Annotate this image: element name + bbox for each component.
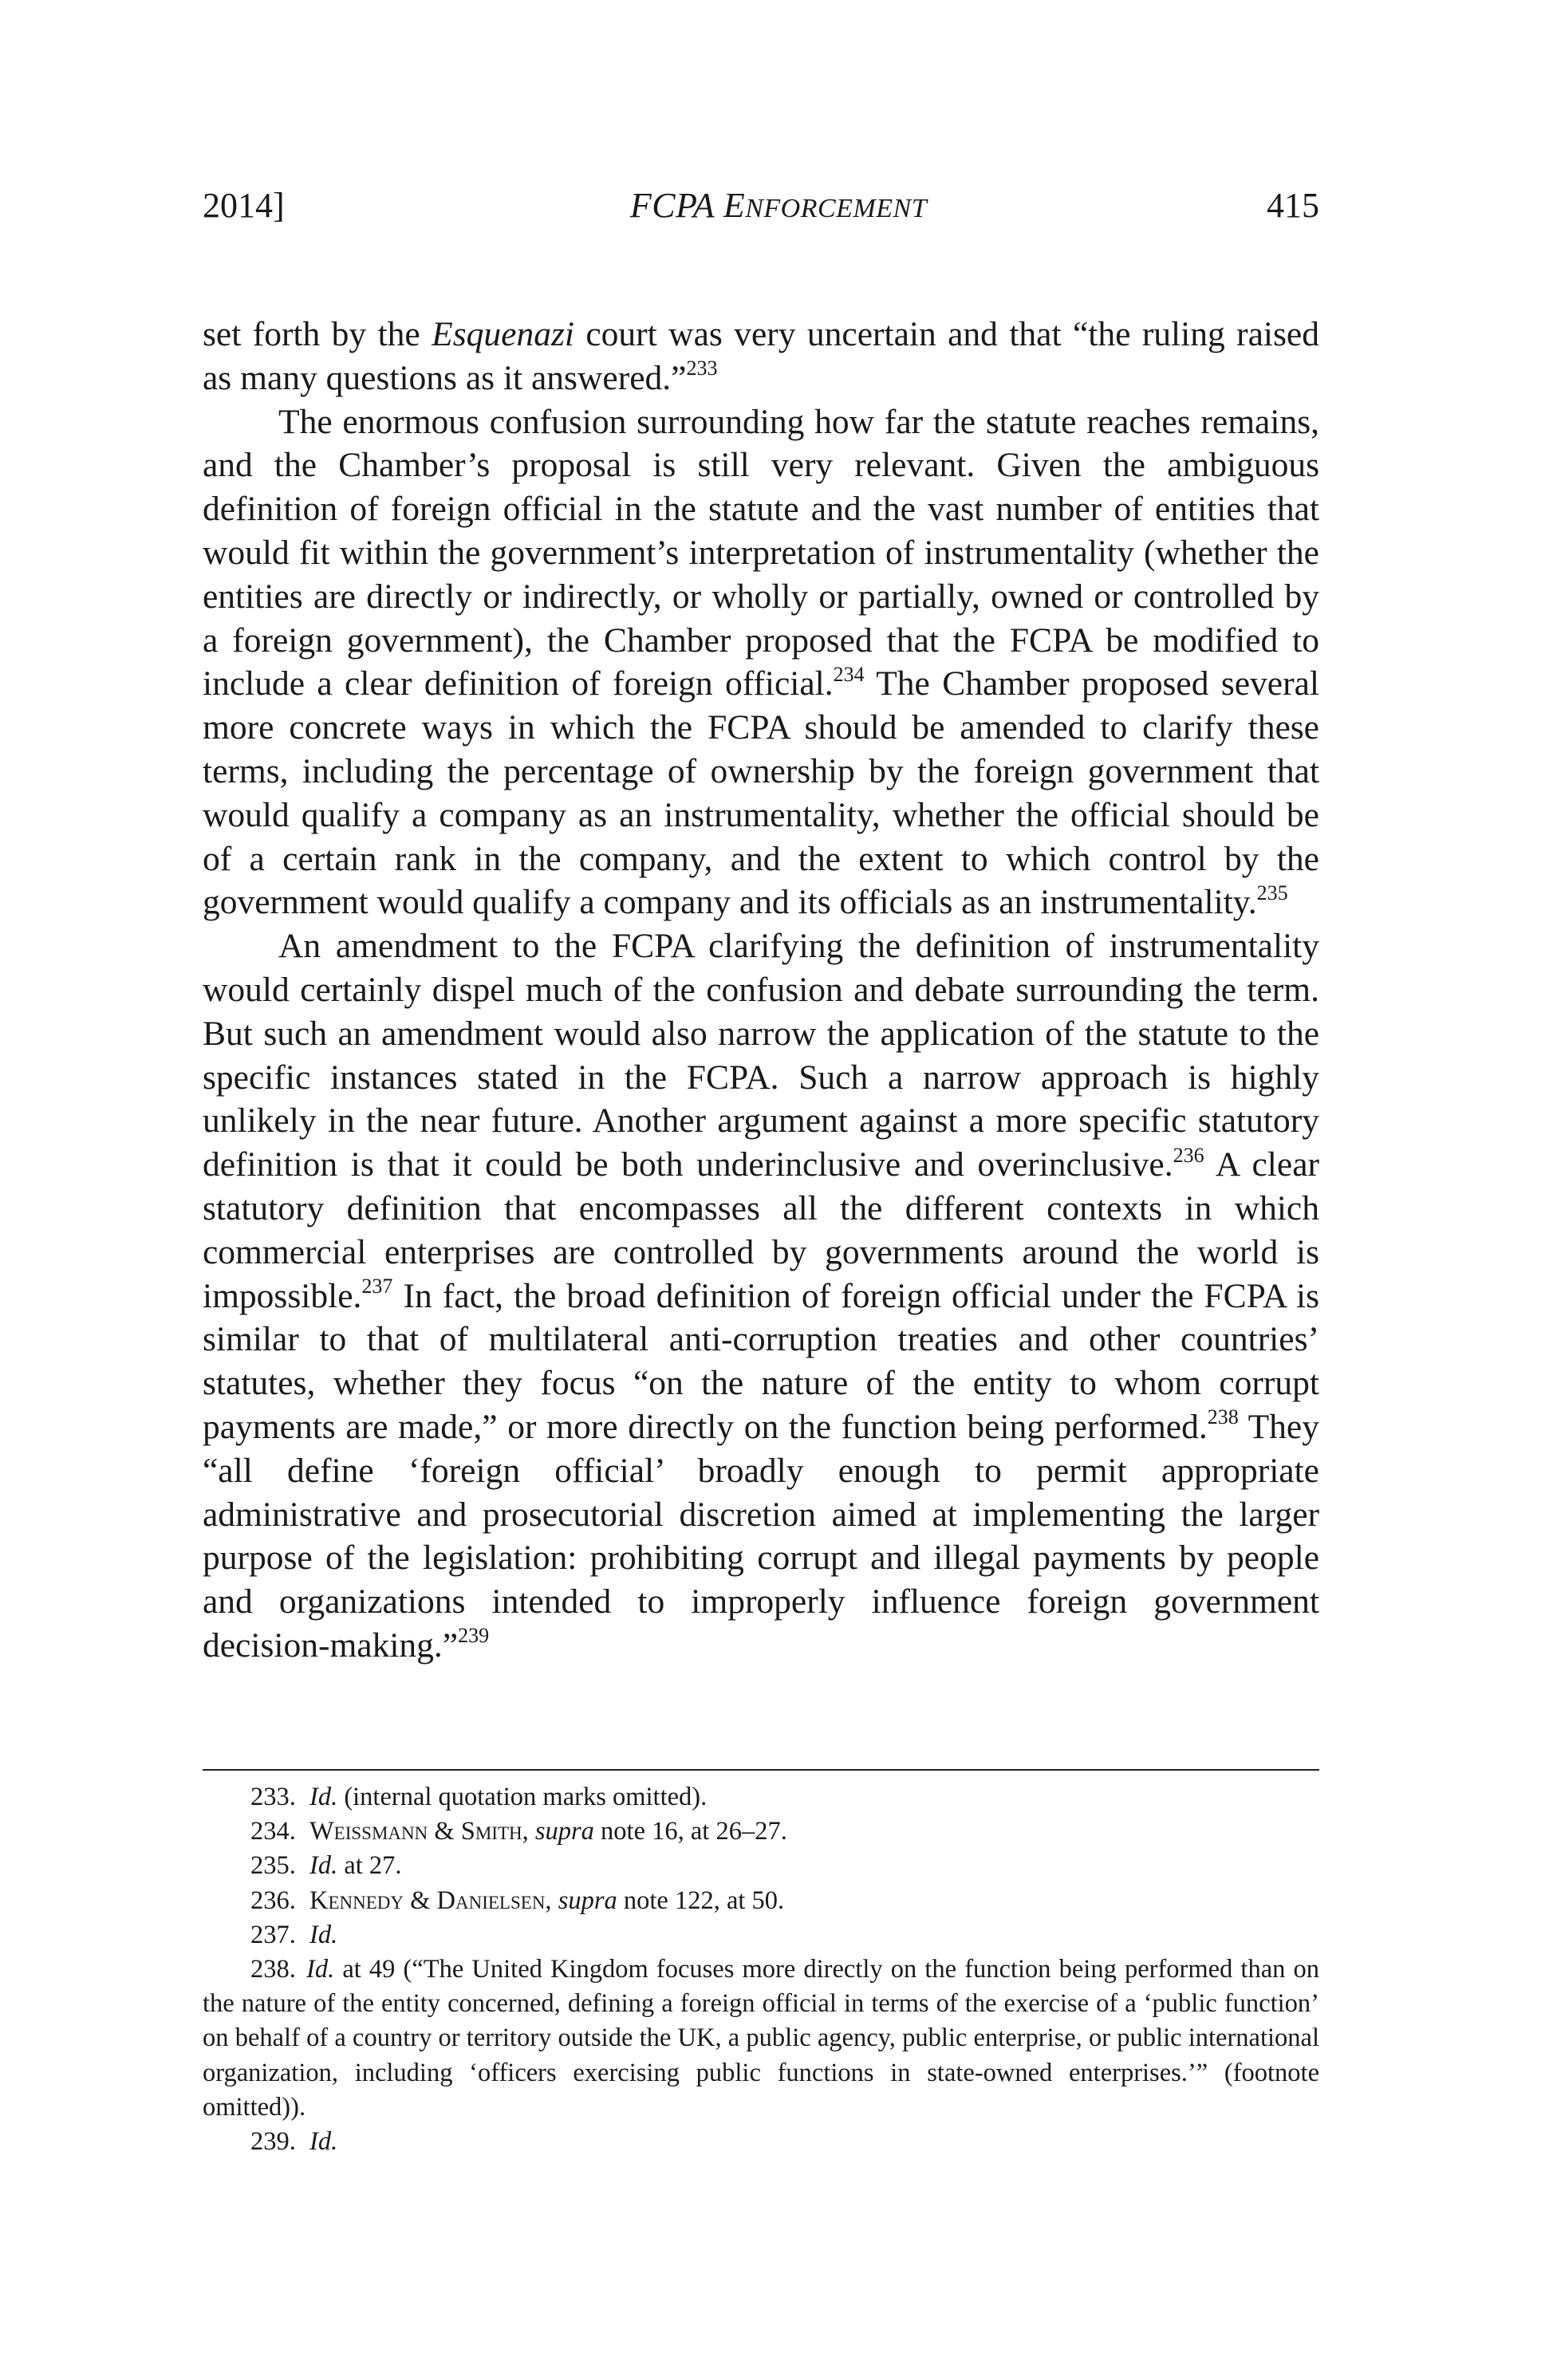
footnote-ref-239: 239 — [458, 1624, 490, 1648]
running-header — [0, 185, 1557, 233]
paragraph-2 — [203, 400, 1319, 925]
footnote-ref-234: 234 — [833, 662, 865, 686]
paragraph-3 — [203, 924, 1319, 1668]
paragraph-1-text-b: court was very uncertain and that “the ruling raised as many questions as it answered.” — [203, 315, 1319, 397]
footnote-number: 237. — [250, 1920, 296, 1949]
paragraph-2-text-a: The enormous confusion surrounding how far the statute reaches remains, and the Chamber’s proposal is still very relevant. Given the ambiguous definition of foreign official in the statute and the vast number of entities that would fit within the government’s interpretation of instrumentality (whether the entities are directly or indirectly, or wholly or partially, owned or controlled by a foreign government), the Chamber proposed that the FCPA be modified to include a clear definition of foreign official. — [203, 402, 1319, 703]
footnote-supra: supra — [534, 1817, 594, 1846]
footnote-ref-233: 233 — [686, 357, 718, 380]
paragraph-1-text-a: set forth by the — [203, 315, 432, 353]
paragraph-3-text-d: They “all define ‘foreign official’ broadly enough to permit appropriate administrative and prosecutorial discretion aimed at implementing the larger purpose of the legislation: prohibiting corrupt and illegal payments by people and organizations intended to improperly influence foreign government decision-making.” — [203, 1407, 1319, 1665]
footnote-234 — [203, 1815, 1319, 1849]
case-name: Esquenazi — [432, 315, 574, 353]
footnote-text: (internal quotation marks omitted). — [337, 1783, 708, 1811]
paragraph-3-text-c: In fact, the broad definition of foreign official under the FCPA is similar to that of multilateral anti-corruption treaties and other countries’ statutes, whether they focus “on the nature of the entity to whom corrupt payments are made,” or more directly on the function being performed. — [203, 1276, 1319, 1446]
footnote-ref-235: 235 — [1256, 881, 1288, 904]
footnote-author: Kennedy & Danielsen, — [309, 1885, 552, 1915]
footnote-id-signal: Id. — [309, 1920, 338, 1949]
footnote-id-signal: Id. — [309, 1851, 338, 1881]
footnote-id-signal: Id. — [309, 2127, 338, 2157]
footnote-number: 233. — [250, 1783, 296, 1811]
footnote-divider — [203, 1769, 1319, 1771]
footnote-ref-237: 237 — [361, 1275, 393, 1298]
header-journal-title — [0, 185, 1557, 226]
paragraph-1 — [203, 313, 1319, 400]
footnote-233 — [203, 1780, 1319, 1815]
header-page-number: 415 — [1267, 186, 1319, 225]
paragraph-2-text-b: The Chamber proposed several more concrete ways in which the FCPA should be amended to clarify these terms, including the percentage of ownership by the foreign government that would qualify a company as an instrumentality, whether the official should be of a certain rank in the company, and the extent to which control by the government would qualify a company and its officials as an instrumentality. — [203, 664, 1319, 922]
footnote-text: at 49 (“The United Kingdom focuses more directly on the function being performed than on the nature of the entity concerned, defining a foreign official in terms of the exercise of a ‘public function’ on behalf of a country or territory outside the UK, a public agency, public enterprise, or public international organization, including ‘officers exercising public functions in state-owned enterprises.’” (footnote omitted)). — [203, 1955, 1319, 2122]
footnote-235 — [203, 1849, 1319, 1883]
footnote-id-signal: Id. — [309, 1783, 338, 1811]
footnote-ref-236: 236 — [1173, 1143, 1204, 1167]
footnote-id-signal: Id. — [306, 1955, 335, 1984]
header-title-part-2: NFORCEMENT — [745, 194, 928, 223]
footnote-number: 238. — [250, 1955, 296, 1984]
footnote-text: note 16, at 26–27. — [593, 1817, 787, 1846]
footnote-239 — [203, 2125, 1319, 2159]
footnote-supra: supra — [558, 1885, 617, 1915]
footnote-number: 235. — [250, 1851, 296, 1881]
footnotes-section — [203, 1780, 1319, 2159]
main-body-text — [203, 313, 1319, 1668]
paragraph-3-text-b: A clear statutory definition that encompasses all the different contexts in which commercial enterprises are controlled by governments around the world is impossible. — [203, 1145, 1319, 1315]
footnote-number: 236. — [250, 1885, 296, 1915]
footnote-text: at 27. — [337, 1851, 402, 1881]
footnote-237 — [203, 1918, 1319, 1952]
paragraph-3-text-a: An amendment to the FCPA clarifying the definition of instrumentality would certainly dispel much of the confusion and debate surrounding the term. But such an amendment would also narrow the application of the statute to the specific instances stated in the FCPA. Such a narrow approach is highly unlikely in the near future. Another argument against a more specific statutory definition is that it could be both underinclusive and overinclusive. — [203, 927, 1319, 1184]
header-year: 2014] — [203, 186, 285, 225]
footnote-text: note 122, at 50. — [617, 1885, 785, 1915]
footnote-number: 234. — [250, 1817, 296, 1846]
footnote-236 — [203, 1884, 1319, 1918]
footnote-ref-238: 238 — [1207, 1405, 1239, 1429]
footnote-238 — [203, 1952, 1319, 2125]
footnote-author: Weissmann & Smith, — [309, 1817, 529, 1846]
footnote-number: 239. — [250, 2127, 296, 2157]
header-title-part-1: FCPA E — [629, 186, 746, 225]
